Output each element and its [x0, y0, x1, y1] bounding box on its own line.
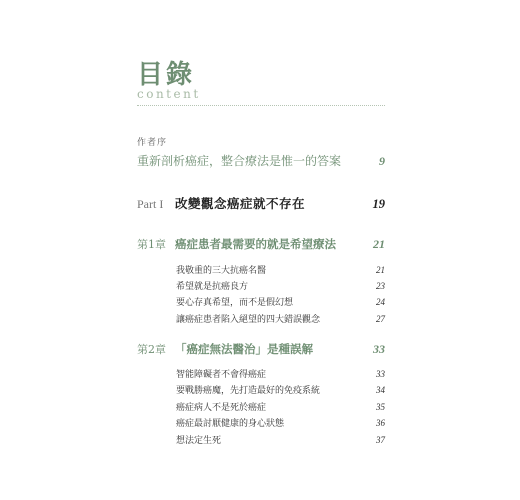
toc-section-item[interactable]	[176, 400, 385, 413]
toc-page-number: 34	[376, 385, 385, 395]
toc-page-number: 21	[373, 237, 385, 251]
toc-page-number: 23	[376, 281, 385, 291]
toc-page-number: 21	[376, 265, 385, 275]
toc-section-title: 癌症最討厭健康的身心狀態	[176, 419, 285, 429]
toc-section-item[interactable]	[176, 433, 385, 446]
toc-page-number: 33	[376, 369, 385, 379]
toc-section-title: 要戰勝癌魔，先打造最好的免疫系統	[176, 386, 321, 396]
toc-page-number: 9	[379, 154, 385, 168]
chapter-label: 第1章	[137, 238, 166, 251]
toc-entry-title: 改變觀念癌症就不存在	[175, 196, 306, 211]
toc-entry-title: 重新剖析癌症，整合療法是惟一的答案	[137, 154, 342, 168]
toc-entry-chapter-2[interactable]	[137, 341, 385, 357]
page-subtitle: content	[137, 87, 201, 101]
toc-entry-title: 癌症患者最需要的就是希望療法	[175, 237, 336, 251]
toc-entry-title: 「癌症無法醫治」是種誤解	[175, 342, 313, 356]
toc-page-number: 35	[376, 402, 385, 412]
toc-section-title: 讓癌症患者陷入絕望的四大錯誤觀念	[176, 315, 321, 325]
toc-entry-chapter-1[interactable]	[137, 236, 385, 252]
toc-entry-preface[interactable]	[137, 152, 385, 169]
toc-section-title: 我敬重的三大抗癌名醫	[176, 266, 267, 276]
toc-section-item[interactable]	[176, 367, 385, 380]
toc-page-number: 37	[376, 435, 385, 445]
toc-page-number: 36	[376, 418, 385, 428]
toc-section-item[interactable]	[176, 416, 385, 429]
toc-section-title: 要心存真希望，而不是假幻想	[176, 298, 294, 308]
toc-page-number: 27	[376, 314, 385, 324]
toc-section-title: 癌症病人不是死於癌症	[176, 403, 267, 413]
title-divider	[137, 105, 385, 106]
toc-page-number: 24	[376, 297, 385, 307]
preface-label: 作者序	[137, 138, 168, 148]
toc-page-number: 33	[373, 342, 385, 356]
toc-page-number: 19	[372, 197, 385, 211]
toc-section-item[interactable]	[176, 295, 385, 308]
toc-section-title: 希望就是抗癌良方	[176, 282, 249, 292]
toc-section-item[interactable]	[176, 279, 385, 292]
toc-section-item[interactable]	[176, 312, 385, 325]
toc-section-title: 智能障礙者不會得癌症	[176, 370, 267, 380]
toc-section-title: 想法定生死	[176, 436, 222, 446]
page-title: 目錄	[137, 60, 196, 90]
toc-entry-part-1[interactable]	[137, 194, 385, 212]
toc-section-item[interactable]	[176, 383, 385, 396]
chapter-label: 第2章	[137, 343, 166, 356]
toc-section-item[interactable]	[176, 263, 385, 276]
part-label: Part I	[137, 197, 164, 211]
